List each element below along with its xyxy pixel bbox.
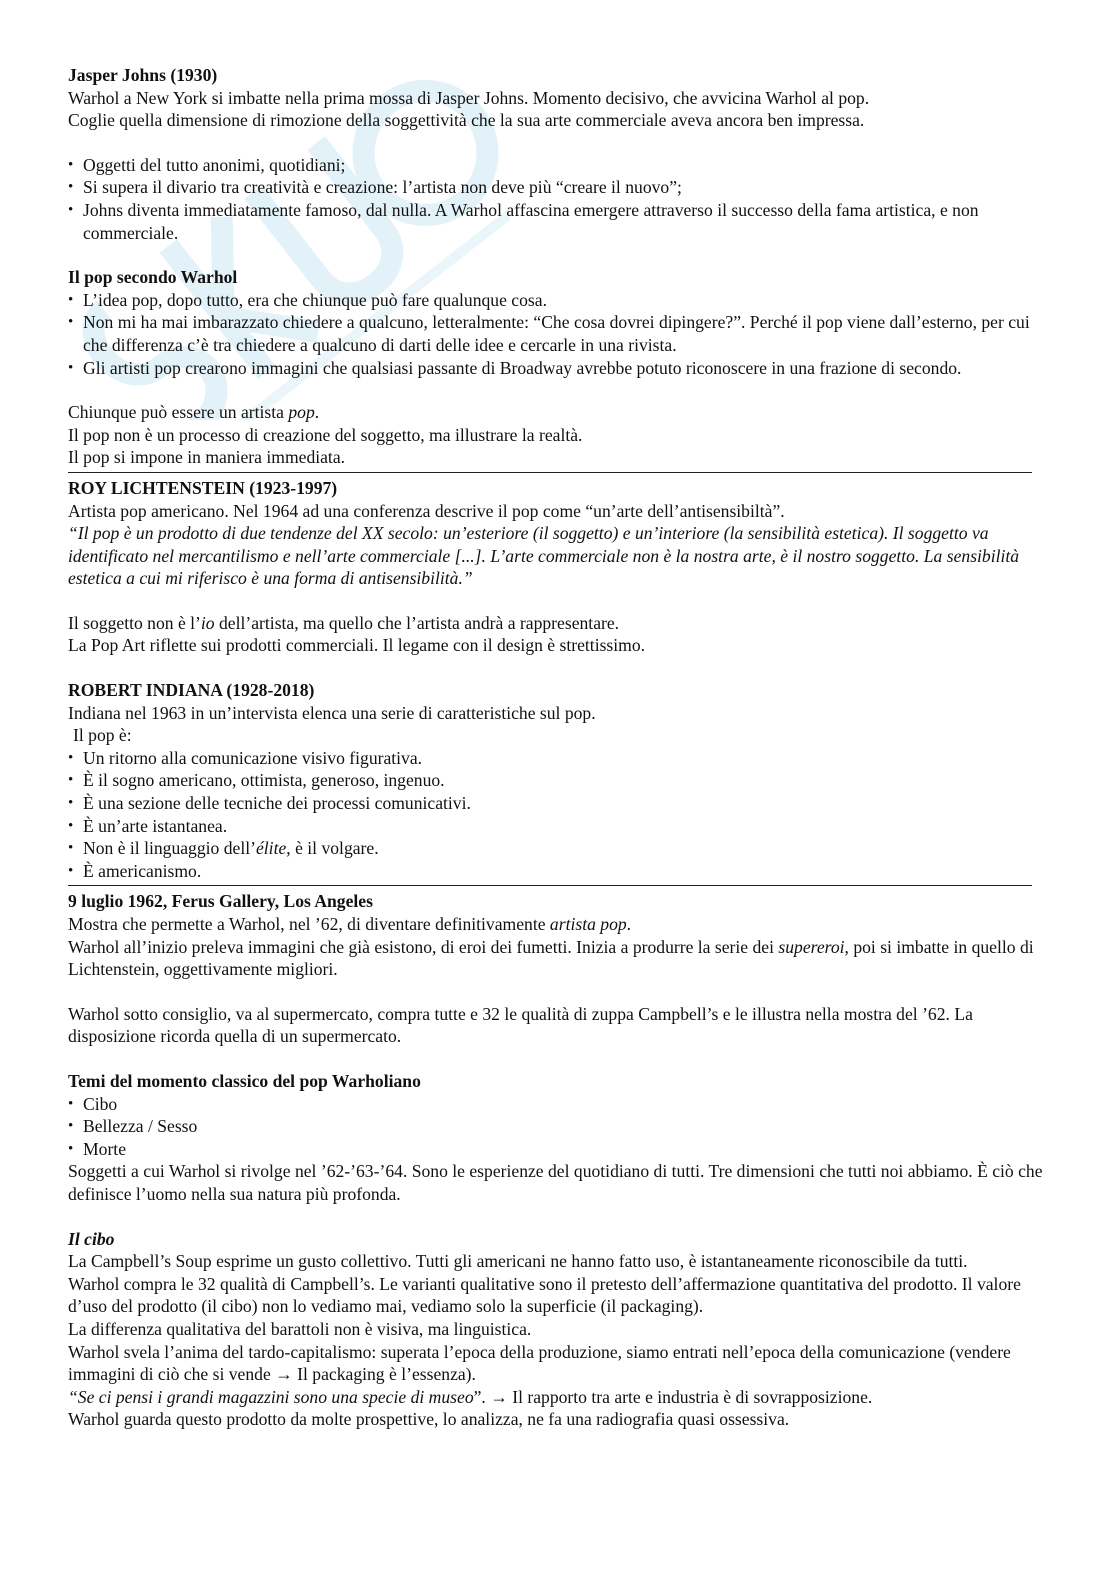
section-title: Il pop secondo Warhol [68,267,238,288]
document-page [68,64,1044,1431]
paragraph: Warhol svela l’anima del tardo-capitalismo: superata l’epoca della produzione, siamo entrati nell’epoca della comunicazione (vendere immagini di ciò che si vende → Il packaging è l’essenza). [68,1341,1011,1385]
paragraph: Artista pop americano. Nel 1964 ad una conferenza descrive il pop come “un’arte dell’antisensibiltà”. [68,500,785,521]
paragraph: La Pop Art riflette sui prodotti commerciali. Il legame con il design è strettissimo. [68,635,646,656]
paragraph: Warhol guarda questo prodotto da molte prospettive, lo analizza, ne fa una radiografia quasi ossessiva. [68,1409,790,1430]
list-item: • È americanismo. [68,860,1044,883]
section-title: Il cibo [68,1228,115,1249]
divider [68,472,1032,473]
list-item: • Oggetti del tutto anonimi, quotidiani; [68,154,1044,177]
section-title: 9 luglio 1962, Ferus Gallery, Los Angeles [68,891,373,912]
list-item: • Johns diventa immediatamente famoso, dal nulla. A Warhol affascina emergere attraverso il successo della fama artistica, e non commerciale. [68,199,1044,244]
section-title: Temi del momento classico del pop Warholiano [68,1070,421,1091]
section-pop-warhol [68,266,1044,469]
paragraph: Il pop è: [73,725,132,746]
section-lichtenstein [68,477,1044,657]
paragraph: La Campbell’s Soup esprime un gusto collettivo. Tutti gli americani ne hanno fatto uso, è istantaneamente riconoscibile da tutti. [68,1251,968,1272]
list-item: • L’idea pop, dopo tutto, era che chiunque può fare qualunque cosa. [68,289,1044,312]
quote: “Il pop è un prodotto di due tendenze del XX secolo: un’esteriore (il soggetto) e un’interiore (la sensibilità estetica). Il soggetto va identificato nel mercantilismo e nell’arte commerciale [...]. L’arte commerciale non è la nostra arte, è il nostro soggetto. La sensibilità estetica a cui mi riferisco è una forma di antisensibilità.” [68,523,1020,589]
section-title: Jasper Johns (1930) [68,65,218,85]
paragraph: Mostra che permette a Warhol, nel ’62, di diventare definitivamente artista pop. [68,914,632,934]
paragraph: Il soggetto non è l’io dell’artista, ma quello che l’artista andrà a rappresentare. [68,612,620,633]
list-item: • È il sogno americano, ottimista, generoso, ingenuo. [68,769,1044,792]
bullet-list [68,154,1044,244]
paragraph: Chiunque può essere un artista pop. [68,402,320,423]
section-title: ROBERT INDIANA (1928-2018) [68,680,315,701]
paragraph: Warhol compra le 32 qualità di Campbell’s. Le varianti qualitative sono il pretesto dell’affermazione quantitativa del prodotto. Il valore d’uso del prodotto (il cibo) non lo vediamo mai, vediamo solo la superficie (il packaging). [68,1273,1021,1317]
list-item: • Bellezza / Sesso [68,1115,1044,1138]
list-item: • È un’arte istantanea. [68,815,1044,838]
list-item: • Non mi ha mai imbarazzato chiedere a qualcuno, letteralmente: “Che cosa dovrei dipingere?”. Perché il pop viene dall’esterno, per cui che differenza c’è tra chiedere a qualcuno di darti delle idee e cercarle in una rivista. [68,311,1044,356]
list-item: • È una sezione delle tecniche dei processi comunicativi. [68,792,1044,815]
paragraph: Warhol all’inizio preleva immagini che già esistono, di eroi dei fumetti. Inizia a produrre la serie dei supereroi, poi si imbatte in quello di Lichtenstein, oggettivamente migliori. [68,936,1034,980]
paragraph: Il pop non è un processo di creazione del soggetto, ma illustrare la realtà. [68,424,583,445]
section-jasper-johns [68,64,1044,244]
section-title: ROY LICHTENSTEIN (1923-1997) [68,477,338,498]
bullet-list [68,747,1044,883]
paragraph: Il pop si impone in maniera immediata. [68,447,346,468]
paragraph: Warhol a New York si imbatte nella prima mossa di Jasper Johns. Momento decisivo, che avvicina Warhol al pop. [68,87,870,108]
section-cibo [68,1228,1044,1431]
list-item: • Gli artisti pop crearono immagini che qualsiasi passante di Broadway avrebbe potuto riconoscere in una frazione di secondo. [68,357,1044,380]
section-temi [68,1070,1044,1206]
section-ferus-gallery [68,890,1044,1048]
paragraph: La differenza qualitativa del barattoli non è visiva, ma linguistica. [68,1318,532,1339]
paragraph: Warhol sotto consiglio, va al supermercato, compra tutte e 32 le qualità di zuppa Campbell’s e le illustra nella mostra del ’62. La disposizione ricorda quella di un supermercato. [68,1003,973,1047]
divider [68,885,1032,886]
list-item: • Si supera il divario tra creatività e creazione: l’artista non deve più “creare il nuovo”; [68,176,1044,199]
paragraph: Coglie quella dimensione di rimozione della soggettività che la sua arte commerciale aveva ancora ben impressa. [68,110,865,131]
list-item: • Morte [68,1138,1044,1161]
paragraph: Soggetti a cui Warhol si rivolge nel ’62-’63-’64. Sono le esperienze del quotidiano di tutti. Tre dimensioni che tutti noi abbiamo. È ciò che definisce l’uomo nella sua natura più profonda. [68,1161,1043,1204]
list-item: • Cibo [68,1093,1044,1116]
bullet-list [68,1093,1044,1161]
bullet-list [68,289,1044,379]
list-item: • Non è il linguaggio dell’élite, è il volgare. [68,837,1044,860]
section-indiana [68,679,1044,882]
list-item: • Un ritorno alla comunicazione visivo figurativa. [68,747,1044,770]
paragraph: “Se ci pensi i grandi magazzini sono una specie di museo”. → Il rapporto tra arte e industria è di sovrapposizione. [68,1386,873,1407]
paragraph: Indiana nel 1963 in un’intervista elenca una serie di caratteristiche sul pop. [68,702,596,723]
